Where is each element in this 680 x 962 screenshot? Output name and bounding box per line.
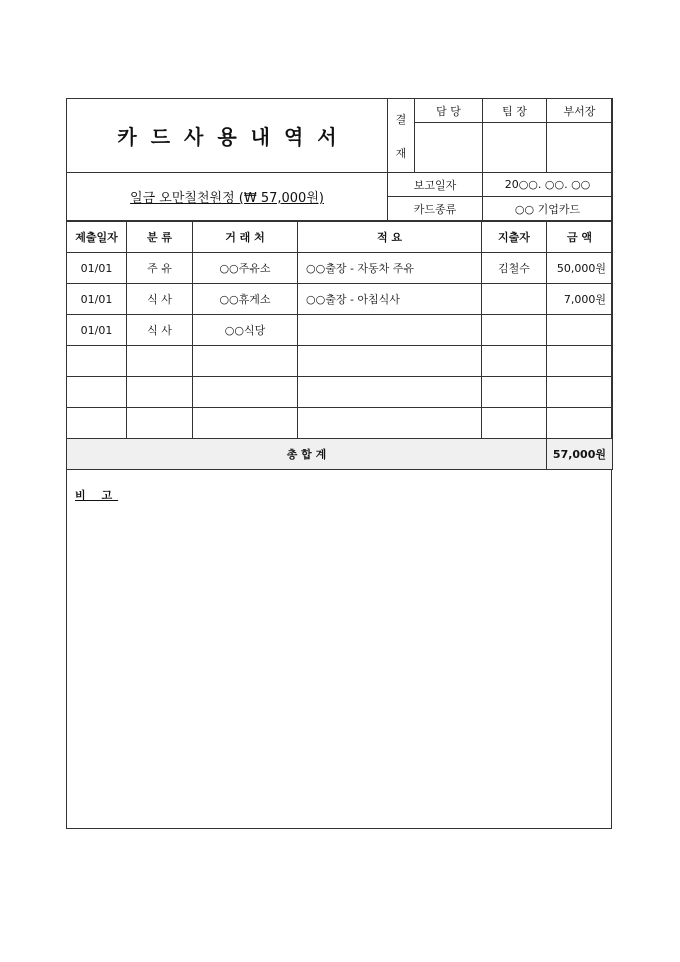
date-cell[interactable]: 01/01 [67,315,127,346]
form-header [66,98,613,221]
description-cell[interactable] [298,346,482,377]
spender-cell[interactable] [482,315,547,346]
amount-in-words: 일금 오만칠천원정 (₩ 57,000원) [130,191,324,206]
amount-cell[interactable] [547,408,613,439]
card-type-value: ○○ 기업카드 [483,197,613,221]
approval-label [388,99,415,173]
signature-box[interactable] [547,123,613,173]
category-cell[interactable]: 주 유 [127,253,193,284]
spender-cell[interactable] [482,377,547,408]
column-header: 금 액 [547,222,613,253]
approval-label-bottom: 재 [395,146,407,160]
category-cell[interactable] [127,346,193,377]
report-date-label: 보고일자 [388,173,483,197]
table-row [67,346,613,377]
amount-cell[interactable] [547,346,613,377]
amount-cell[interactable]: 50,000원 [547,253,613,284]
description-cell[interactable]: ○○출장 - 아침식사 [298,284,482,315]
amount-cell[interactable] [547,315,613,346]
total-row [67,439,613,470]
approval-role: 팀 장 [483,99,547,123]
category-cell[interactable]: 식 사 [127,315,193,346]
card-type-label: 카드종류 [388,197,483,221]
category-cell[interactable]: 식 사 [127,284,193,315]
expense-table [66,221,613,470]
table-row [67,377,613,408]
description-cell[interactable] [298,315,482,346]
vendor-cell[interactable] [193,346,298,377]
amount-cell[interactable]: 7,000원 [547,284,613,315]
report-date-value: 20○○. ○○. ○○ [483,173,613,197]
date-cell[interactable] [67,377,127,408]
table-row [67,253,613,284]
vendor-cell[interactable]: ○○주유소 [193,253,298,284]
table-row [67,315,613,346]
date-cell[interactable] [67,346,127,377]
total-value: 57,000원 [547,439,613,470]
total-label: 총 합 계 [67,439,547,470]
signature-box[interactable] [483,123,547,173]
vendor-cell[interactable] [193,377,298,408]
category-cell[interactable] [127,377,193,408]
column-header: 적 요 [298,222,482,253]
approval-label-top: 결 [395,112,407,126]
signature-box[interactable] [415,123,483,173]
vendor-cell[interactable] [193,408,298,439]
vendor-cell[interactable]: ○○휴게소 [193,284,298,315]
date-cell[interactable]: 01/01 [67,253,127,284]
spender-cell[interactable]: 김철수 [482,253,547,284]
approval-role: 담 당 [415,99,483,123]
amount-cell [67,173,388,221]
spender-cell[interactable] [482,284,547,315]
column-header: 지출자 [482,222,547,253]
column-header: 제출일자 [67,222,127,253]
date-cell[interactable]: 01/01 [67,284,127,315]
approval-role: 부서장 [547,99,613,123]
form-title: 카드사용내역서 [67,99,388,173]
date-cell[interactable] [67,408,127,439]
column-header: 분 류 [127,222,193,253]
description-cell[interactable] [298,408,482,439]
table-row [67,284,613,315]
table-row [67,408,613,439]
category-cell[interactable] [127,408,193,439]
description-cell[interactable]: ○○출장 - 자동차 주유 [298,253,482,284]
remarks-label: 비 고 [75,489,119,502]
expense-form [66,98,612,829]
amount-cell[interactable] [547,377,613,408]
vendor-cell[interactable]: ○○식당 [193,315,298,346]
description-cell[interactable] [298,377,482,408]
column-header: 거 래 처 [193,222,298,253]
table-header-row [67,222,613,253]
spender-cell[interactable] [482,408,547,439]
spender-cell[interactable] [482,346,547,377]
